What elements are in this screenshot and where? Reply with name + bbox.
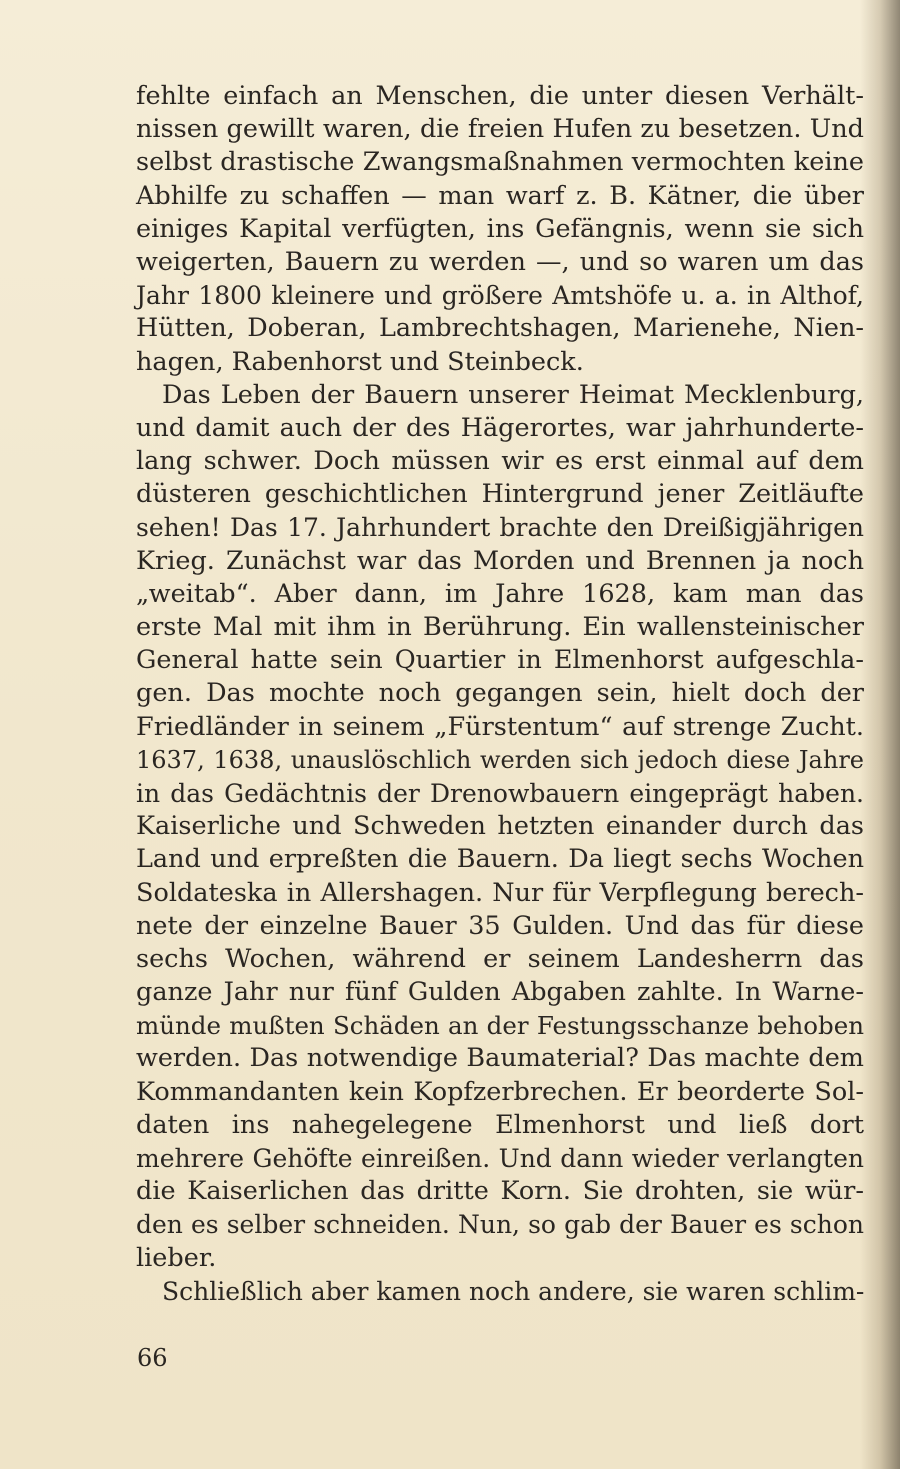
- text-line: einiges Kapital verfügten, ins Gefängnis, wenn sie sich: [136, 213, 864, 244]
- text-line: düsteren geschichtlichen Hintergrund jener Zeitläufte: [136, 479, 864, 510]
- text-line: Das Leben der Bauern unserer Heimat Mecklenburg,: [162, 379, 864, 410]
- text-line: Kaiserliche und Schweden hetzten einander durch das: [136, 811, 864, 842]
- text-line: Schließlich aber kamen noch andere, sie waren schlim-: [162, 1276, 865, 1306]
- paragraph: [136, 80, 864, 379]
- text-line: gen. Das mochte noch gegangen sein, hielt doch der: [136, 678, 864, 709]
- text-line: Land und erpreßten die Bauern. Da liegt sechs Wochen: [136, 844, 864, 875]
- text-line: die Kaiserlichen das dritte Korn. Sie drohten, sie wür-: [136, 1176, 864, 1207]
- text-line: lang schwer. Doch müssen wir es erst einmal auf dem: [136, 446, 864, 477]
- paragraph: [136, 379, 864, 1275]
- text-line: sehen! Das 17. Jahrhundert brachte den Dreißigjährigen: [136, 513, 864, 543]
- text-line: Soldateska in Allershagen. Nur für Verpflegung berech-: [136, 877, 864, 908]
- page-number: 66: [137, 1344, 168, 1372]
- text-line: Friedländer in seinem „Fürstentum“ auf strenge Zucht.: [136, 711, 864, 742]
- text-line: erste Mal mit ihm in Berührung. Ein wallensteinischer: [136, 612, 864, 642]
- text-line: lieber.: [136, 1242, 217, 1273]
- paragraph: [136, 1275, 864, 1308]
- text-line: „weitab“. Aber dann, im Jahre 1628, kam man das: [136, 578, 864, 609]
- text-line: Krieg. Zunächst war das Morden und Brennen ja noch: [136, 545, 864, 576]
- text-line: hagen, Rabenhorst und Steinbeck.: [136, 346, 584, 377]
- text-line: Kommandanten kein Kopfzerbrechen. Er beorderte Sol-: [136, 1076, 864, 1107]
- text-line: 1637, 1638, unauslöschlich werden sich jedoch diese Jahre: [136, 745, 864, 774]
- text-line: weigerten, Bauern zu werden —, und so waren um das: [136, 246, 864, 277]
- text-line: fehlte einfach an Menschen, die unter diesen Verhält-: [136, 81, 864, 111]
- text-line: mehrere Gehöfte einreißen. Und dann wieder verlangten: [136, 1144, 864, 1173]
- text-line: nete der einzelne Bauer 35 Gulden. Und das für diese: [136, 910, 864, 941]
- text-line: daten ins nahegelegene Elmenhorst und ließ dort: [136, 1109, 864, 1140]
- text-line: münde mußten Schäden an der Festungsschanze behoben: [136, 1011, 864, 1041]
- text-line: General hatte sein Quartier in Elmenhorst aufgeschla-: [136, 645, 864, 676]
- text-line: sechs Wochen, während er seinem Landesherrn das: [136, 943, 864, 974]
- text-line: den es selber schneiden. Nun, so gab der Bauer es schon: [136, 1210, 864, 1240]
- body-text: [136, 80, 864, 1308]
- text-line: selbst drastische Zwangsmaßnahmen vermochten keine: [136, 147, 864, 178]
- text-line: Hütten, Doberan, Lambrechtshagen, Marienehe, Nien-: [136, 313, 864, 344]
- text-line: Jahr 1800 kleinere und größere Amtshöfe u. a. in Althof,: [136, 281, 864, 311]
- text-line: nissen gewillt waren, die freien Hufen zu besetzen. Und: [136, 114, 864, 145]
- text-line: ganze Jahr nur fünf Gulden Abgaben zahlte. In Warne-: [136, 977, 864, 1008]
- text-line: Abhilfe zu schaffen — man warf z. B. Kätner, die über: [136, 180, 864, 211]
- text-line: werden. Das notwendige Baumaterial? Das machte dem: [136, 1043, 864, 1074]
- text-line: und damit auch der des Hägerortes, war jahrhunderte-: [136, 412, 864, 443]
- text-line: in das Gedächtnis der Drenowbauern eingeprägt haben.: [136, 778, 864, 808]
